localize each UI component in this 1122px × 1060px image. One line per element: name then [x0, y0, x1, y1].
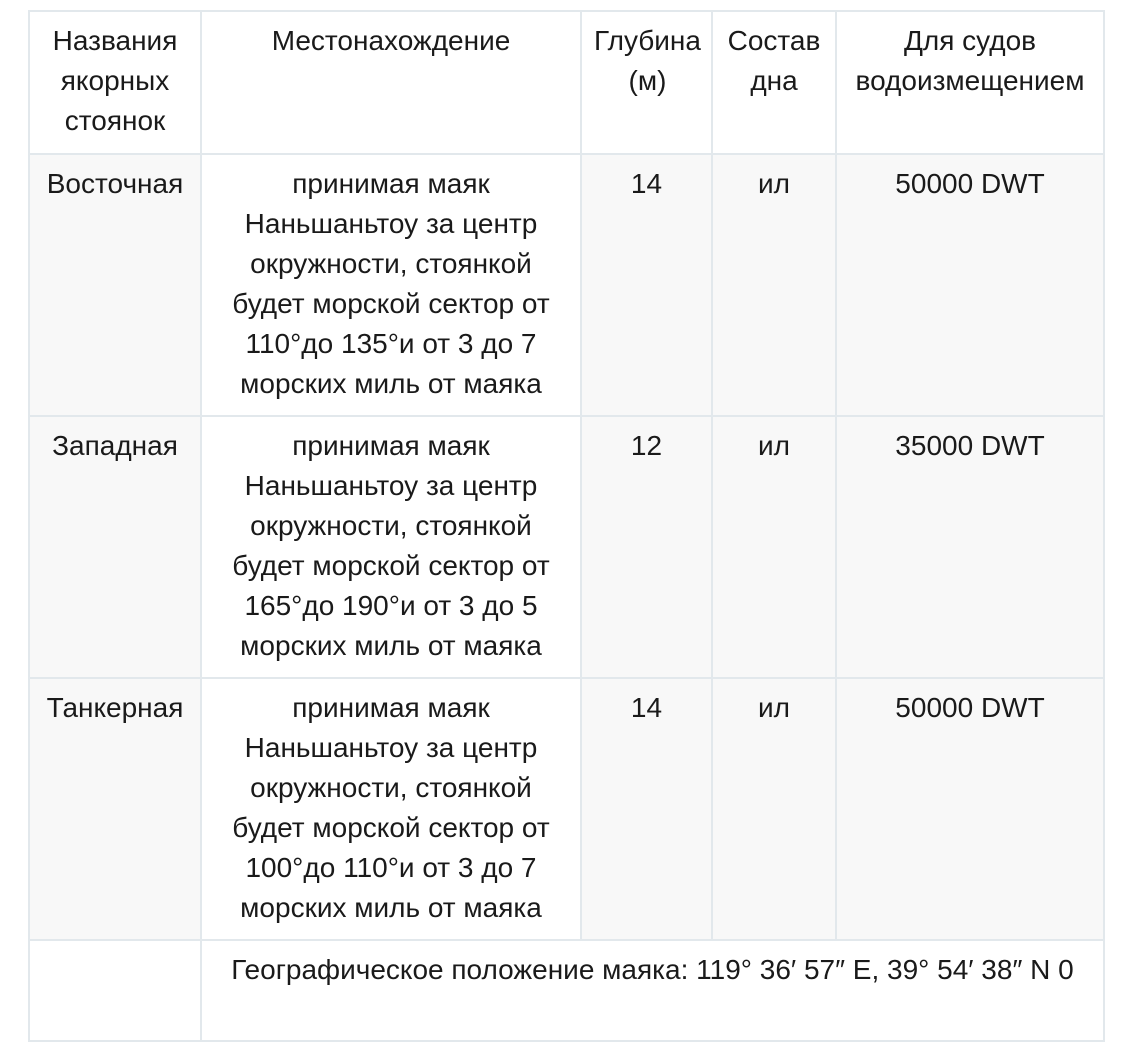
table-row	[29, 416, 1104, 678]
cell-displacement: 50000 DWT	[836, 154, 1104, 416]
cell-location: принимая маяк Наньшаньтоу за центр окружности, стоянкой будет морской сектор от 100°до 110°и от 3 до 7 морских миль от маяка	[201, 678, 581, 940]
header-name: Названия якорных стоянок	[29, 11, 201, 154]
cell-name: Танкерная	[29, 678, 201, 940]
table-header-row	[29, 11, 1104, 154]
anchorage-table-container	[28, 10, 1105, 1042]
header-displacement: Для судов водоизмещением	[836, 11, 1104, 154]
cell-displacement: 50000 DWT	[836, 678, 1104, 940]
footer-empty-cell	[29, 940, 201, 1041]
cell-location: принимая маяк Наньшаньтоу за центр окружности, стоянкой будет морской сектор от 165°до 190°и от 3 до 5 морских миль от маяка	[201, 416, 581, 678]
table-footer-row	[29, 940, 1104, 1041]
anchorage-table	[28, 10, 1105, 1042]
table-row	[29, 678, 1104, 940]
cell-depth: 12	[581, 416, 712, 678]
table-row	[29, 154, 1104, 416]
footer-lighthouse-position: Географическое положение маяка: 119° 36′ 57″ E, 39° 54′ 38″ N 0	[201, 940, 1104, 1041]
cell-depth: 14	[581, 154, 712, 416]
cell-bottom: ил	[712, 416, 836, 678]
cell-depth: 14	[581, 678, 712, 940]
header-location: Местонахождение	[201, 11, 581, 154]
cell-displacement: 35000 DWT	[836, 416, 1104, 678]
cell-bottom: ил	[712, 154, 836, 416]
header-depth: Глубина (м)	[581, 11, 712, 154]
cell-name: Восточная	[29, 154, 201, 416]
header-bottom: Состав дна	[712, 11, 836, 154]
cell-bottom: ил	[712, 678, 836, 940]
cell-name: Западная	[29, 416, 201, 678]
cell-location: принимая маяк Наньшаньтоу за центр окружности, стоянкой будет морской сектор от 110°до 135°и от 3 до 7 морских миль от маяка	[201, 154, 581, 416]
